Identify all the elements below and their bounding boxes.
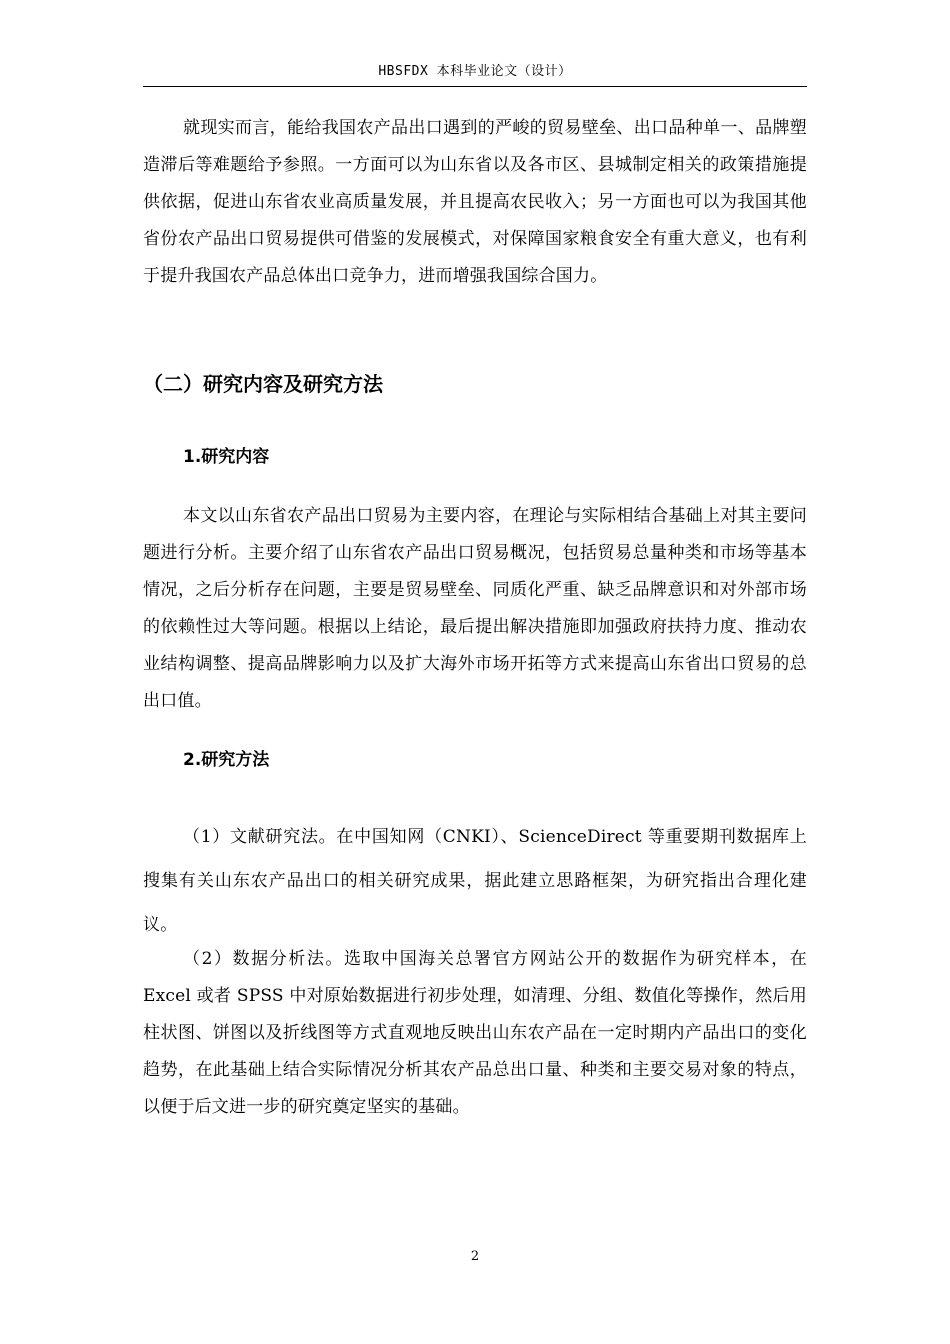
intro-paragraph: 就现实而言，能给我国农产品出口遇到的严峻的贸易壁垒、出口品种单一、品牌塑造滞后等难题给予参照。一方面可以为山东省以及各市区、县城制定相关的政策措施提供依据，促进山东省农业高质量发展，并且提高农民收入；另一方面也可以为我国其他省份农产品出口贸易提供可借鉴的发展模式，对保障国家粮食安全有重大意义，也有利于提升我国农产品总体出口竞争力，进而增强我国综合国力。 bbox=[143, 118, 807, 286]
header-rule bbox=[143, 86, 807, 87]
research-content-paragraph: 本文以山东省农产品出口贸易为主要内容，在理论与实际相结合基础上对其主要问题进行分析。主要介绍了山东省农产品出口贸易概况，包括贸易总量种类和市场等基本情况，之后分析存在问题，主要是贸易壁垒、同质化严重、缺乏品牌意识和对外部市场的依赖性过大等问题。根据以上结论，最后提出解决措施即加强政府扶持力度、推动农业结构调整、提高品牌影响力以及扩大海外市场开拓等方式来提高山东省出口贸易的总出口值。 bbox=[143, 506, 807, 711]
page-header: HBSFDX 本科毕业论文（设计） bbox=[378, 64, 572, 79]
section-heading: （二）研究内容及研究方法 bbox=[143, 372, 383, 396]
method-literature-paragraph: （1）文献研究法。在中国知网（CNKI）、ScienceDirect 等重要期刊数据库上搜集有关山东农产品出口的相关研究成果，据此建立思路框架，为研究指出合理化建议。 bbox=[143, 827, 807, 935]
page-number: 2 bbox=[470, 1249, 480, 1264]
method-data-paragraph: （2）数据分析法。选取中国海关总署官方网站公开的数据作为研究样本，在 Excel 或者 SPSS 中对原始数据进行初步处理，如清理、分组、数值化等操作，然后用柱状图、饼图以及折线图等方式直观地反映出山东农产品在一定时期内产品出口的变化趋势，在此基础上结合实际情况分析其农产品总出口量、种类和主要交易对象的特点，以便于后文进一步的研究奠定坚实的基础。 bbox=[143, 949, 807, 1117]
subsection-heading-method: 2.研究方法 bbox=[183, 750, 270, 770]
subsection-heading-content: 1.研究内容 bbox=[183, 447, 270, 467]
